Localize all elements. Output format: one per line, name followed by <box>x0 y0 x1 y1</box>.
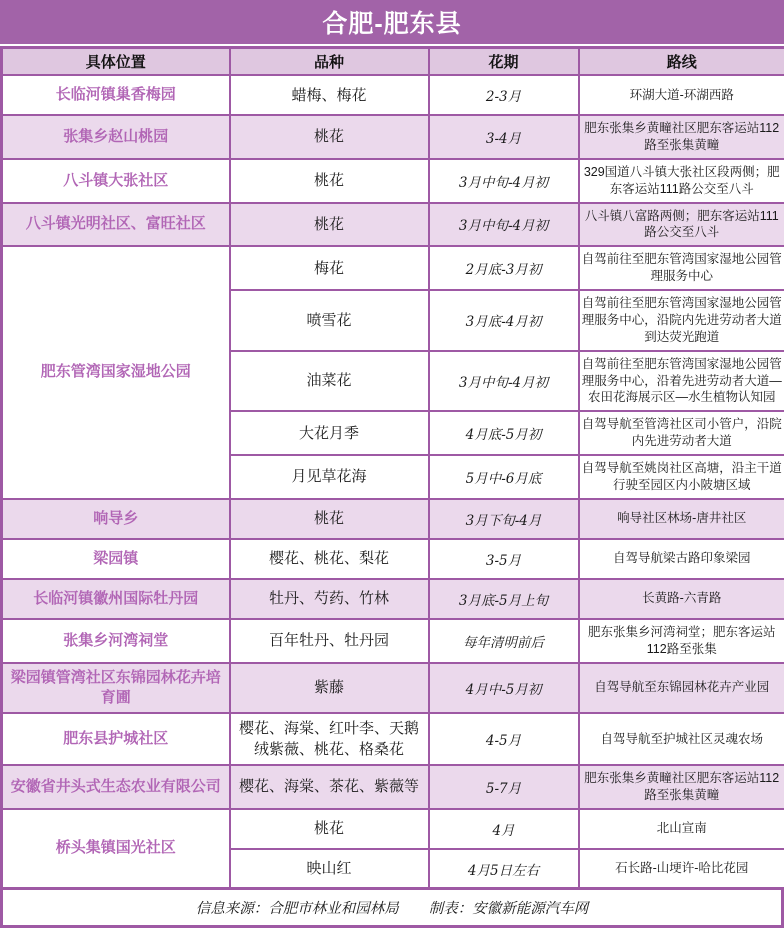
location-cell: 肥东县护城社区 <box>2 713 230 765</box>
variety-cell: 梅花 <box>230 246 429 290</box>
table-row <box>2 579 784 619</box>
route-cell: 329国道八斗镇大张社区段两侧；肥东客运站111路公交至八斗 <box>579 159 784 203</box>
period-cell: 3月中旬-4月初 <box>429 159 579 203</box>
table-row <box>2 663 784 714</box>
table-row <box>2 499 784 539</box>
location-cell: 长临河镇徽州国际牡丹园 <box>2 579 230 619</box>
route-cell: 肥东张集乡河湾祠堂；肥东客运站112路至张集 <box>579 619 784 663</box>
location-cell: 长临河镇巢香梅园 <box>2 75 230 115</box>
footer-maker: 制表：安徽新能源汽车网 <box>428 901 589 918</box>
period-cell: 5月中-6月底 <box>429 455 579 499</box>
footer-source: 信息来源：合肥市林业和园林局 <box>195 901 399 918</box>
column-header-route: 路线 <box>579 48 784 76</box>
location-cell: 张集乡赵山桃园 <box>2 115 230 159</box>
variety-cell: 樱花、海棠、红叶李、天鹅绒紫薇、桃花、格桑花 <box>230 713 429 765</box>
page-title: 合肥-肥东县 <box>0 0 784 44</box>
location-cell: 张集乡河湾祠堂 <box>2 619 230 663</box>
column-header-variety: 品种 <box>230 48 429 76</box>
variety-cell: 百年牡丹、牡丹园 <box>230 619 429 663</box>
route-cell: 自驾导航至护城社区灵魂农场 <box>579 713 784 765</box>
period-cell: 每年清明前后 <box>429 619 579 663</box>
variety-cell: 桃花 <box>230 499 429 539</box>
route-cell: 长黄路-六青路 <box>579 579 784 619</box>
period-cell: 4月底-5月初 <box>429 411 579 455</box>
table-row <box>2 713 784 765</box>
table-row <box>2 809 784 849</box>
variety-cell: 桃花 <box>230 809 429 849</box>
variety-cell: 大花月季 <box>230 411 429 455</box>
table-row <box>2 115 784 159</box>
flower-table <box>0 46 784 890</box>
table-row <box>2 75 784 115</box>
column-header-location: 具体位置 <box>2 48 230 76</box>
route-cell: 肥东张集乡黄疃社区肥东客运站112路至张集黄疃 <box>579 115 784 159</box>
header-row <box>2 48 784 76</box>
route-cell: 环湖大道-环湖西路 <box>579 75 784 115</box>
table-row <box>2 246 784 290</box>
table-row <box>2 619 784 663</box>
period-cell: 4月 <box>429 809 579 849</box>
variety-cell: 樱花、海棠、茶花、紫薇等 <box>230 765 429 809</box>
location-cell: 响导乡 <box>2 499 230 539</box>
route-cell: 自驾导航至姚岗社区高塘，沿主干道行驶至园区内小陂塘区域 <box>579 455 784 499</box>
route-cell: 自驾前往至肥东管湾国家湿地公园管理服务中心，沿院内先进劳动者大道到达荧光跑道 <box>579 290 784 351</box>
location-cell: 安徽省井头式生态农业有限公司 <box>2 765 230 809</box>
variety-cell: 桃花 <box>230 115 429 159</box>
route-cell: 自驾前往至肥东管湾国家湿地公园管理服务中心，沿着先进劳动者大道—农田花海展示区—水生植物认知园 <box>579 351 784 412</box>
route-cell: 自驾导航至东锦园林花卉产业园 <box>579 663 784 714</box>
period-cell: 3-4月 <box>429 115 579 159</box>
location-cell: 桥头集镇国光社区 <box>2 809 230 889</box>
column-header-period: 花期 <box>429 48 579 76</box>
period-cell: 3-5月 <box>429 539 579 579</box>
period-cell: 3月中旬-4月初 <box>429 351 579 412</box>
period-cell: 3月底-5月上旬 <box>429 579 579 619</box>
route-cell: 自驾前往至肥东管湾国家湿地公园管理服务中心 <box>579 246 784 290</box>
table-row <box>2 765 784 809</box>
period-cell: 2-3月 <box>429 75 579 115</box>
variety-cell: 映山红 <box>230 849 429 889</box>
period-cell: 5-7月 <box>429 765 579 809</box>
location-cell: 梁园镇管湾社区东锦园林花卉培育圃 <box>2 663 230 714</box>
route-cell: 响导社区林场-唐井社区 <box>579 499 784 539</box>
variety-cell: 桃花 <box>230 203 429 247</box>
period-cell: 3月下旬-4月 <box>429 499 579 539</box>
route-cell: 肥东张集乡黄疃社区肥东客运站112路至张集黄疃 <box>579 765 784 809</box>
variety-cell: 喷雪花 <box>230 290 429 351</box>
period-cell: 4月5日左右 <box>429 849 579 889</box>
route-cell: 石长路-山埂许-哈比花园 <box>579 849 784 889</box>
period-cell: 4-5月 <box>429 713 579 765</box>
variety-cell: 月见草花海 <box>230 455 429 499</box>
variety-cell: 油菜花 <box>230 351 429 412</box>
table-row <box>2 159 784 203</box>
period-cell: 4月中-5月初 <box>429 663 579 714</box>
location-cell: 八斗镇光明社区、富旺社区 <box>2 203 230 247</box>
route-cell: 八斗镇八富路两侧；肥东客运站111路公交至八斗 <box>579 203 784 247</box>
variety-cell: 樱花、桃花、梨花 <box>230 539 429 579</box>
route-cell: 自驾导航至管湾社区司小管户，沿院内先进劳动者大道 <box>579 411 784 455</box>
period-cell: 2月底-3月初 <box>429 246 579 290</box>
period-cell: 3月中旬-4月初 <box>429 203 579 247</box>
table-footer <box>0 890 784 928</box>
route-cell: 自驾导航梁古路印象梁园 <box>579 539 784 579</box>
table-row <box>2 539 784 579</box>
variety-cell: 紫藤 <box>230 663 429 714</box>
variety-cell: 蜡梅、梅花 <box>230 75 429 115</box>
location-cell: 八斗镇大张社区 <box>2 159 230 203</box>
period-cell: 3月底-4月初 <box>429 290 579 351</box>
route-cell: 北山宣南 <box>579 809 784 849</box>
variety-cell: 牡丹、芍药、竹林 <box>230 579 429 619</box>
variety-cell: 桃花 <box>230 159 429 203</box>
location-cell: 肥东管湾国家湿地公园 <box>2 246 230 499</box>
table-row <box>2 203 784 247</box>
location-cell: 梁园镇 <box>2 539 230 579</box>
